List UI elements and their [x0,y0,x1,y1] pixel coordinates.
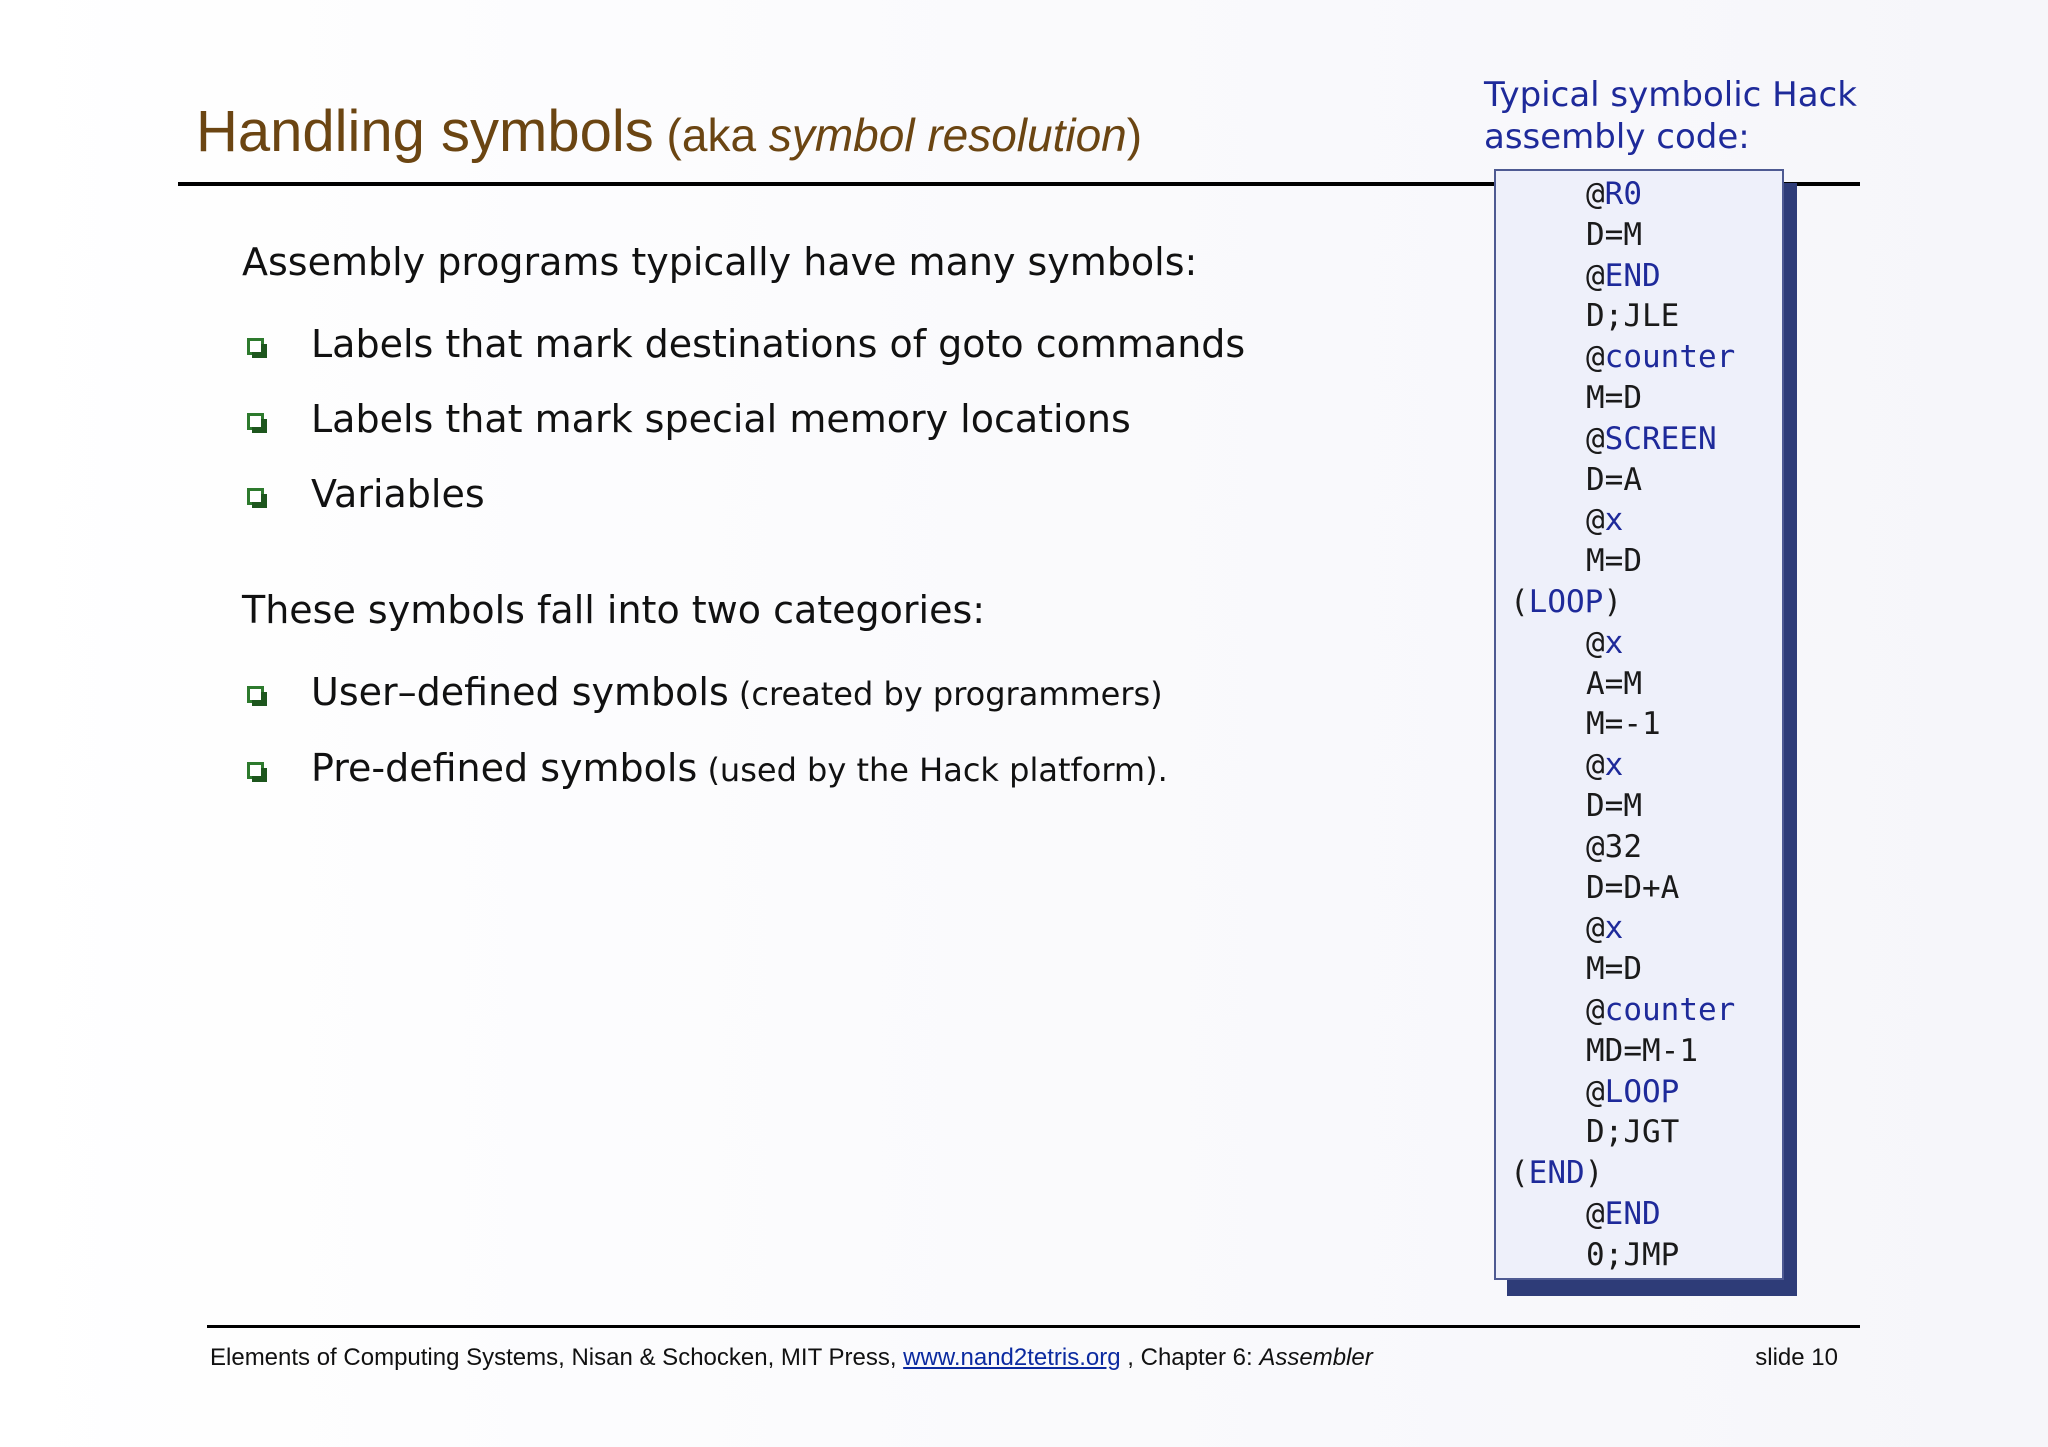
code-line [1586,664,1642,705]
code-token: MD=M-1 [1586,1032,1698,1069]
code-line [1586,868,1679,909]
title-close: ) [1126,109,1143,161]
code-line [1586,460,1642,501]
slide-title [196,98,1142,165]
section2-intro: These symbols fall into two categories: [242,588,986,632]
bullet-text: Labels that mark destinations of goto commands [311,322,1246,366]
code-token: @ [1586,910,1605,947]
square-bullet-icon [247,762,264,779]
footer-divider [207,1325,1860,1328]
code-symbol: x [1604,910,1624,947]
code-token: M=-1 [1586,706,1661,743]
bullet-text [311,668,1163,718]
code-line [1586,296,1679,337]
bullet-note: (created by programmers) [728,675,1163,713]
code-token: D=M [1586,216,1642,253]
bullet-text: Variables [311,472,485,516]
code-line [1586,541,1642,582]
code-token: 0;JMP [1586,1236,1680,1273]
code-symbol: x [1604,624,1624,661]
footer-citation: Elements of Computing Systems, Nisan & Schocken, MIT Press, [210,1344,904,1371]
bullet-text: Labels that mark special memory locations [311,397,1131,441]
code-token: @ [1586,339,1605,376]
code-token: @ [1586,502,1605,539]
bullet-main: User–defined symbols [311,670,729,714]
code-token: A=M [1586,665,1642,702]
bullet-note: (used by the Hack platform). [697,751,1168,789]
code-symbol: END [1604,257,1661,294]
code-token: @ [1586,176,1605,212]
code-line [1586,1235,1679,1276]
code-token: D=M [1586,788,1642,824]
code-line [1586,1072,1679,1113]
footer [210,1344,1838,1380]
code-line [1586,174,1642,215]
code-line [1510,582,1622,623]
code-token: @ [1586,1196,1605,1232]
code-symbol: SCREEN [1604,420,1717,457]
slide-number: slide 10 [1755,1344,1838,1371]
code-line [1586,786,1642,827]
title-main: Handling symbols [196,99,654,164]
code-line [1586,378,1642,419]
code-caption-line1: Typical symbolic Hack [1484,75,1857,115]
code-token: @ [1586,420,1605,457]
code-symbol: LOOP [1528,584,1604,620]
footer-link[interactable]: www.nand2tetris.org [903,1344,1121,1371]
code-line [1586,704,1661,745]
code-token: @ [1586,992,1605,1028]
code-line [1586,256,1661,297]
code-line [1586,1194,1661,1235]
code-token: @ [1586,1073,1605,1110]
code-caption [1484,74,1857,158]
code-symbol: END [1528,1155,1585,1192]
code-token: D;JLE [1586,298,1680,335]
title-sub [654,109,1142,161]
code-token: M=D [1586,380,1642,416]
square-bullet-icon [247,488,264,505]
code-token: @32 [1586,828,1642,865]
square-bullet-icon [247,413,264,430]
code-line [1586,623,1623,664]
bullet-text [311,744,1168,794]
code-token: ) [1603,584,1622,620]
title-open: (aka [653,109,769,161]
code-token: ) [1584,1155,1604,1192]
code-token: M=D [1586,951,1642,988]
code-line [1586,500,1623,541]
code-symbol: x [1604,747,1624,784]
code-line [1586,745,1623,786]
code-line [1586,215,1642,256]
code-token: @ [1586,257,1605,294]
code-symbol: LOOP [1604,1073,1680,1110]
footer-chapter-label: , Chapter 6: [1120,1344,1260,1371]
code-line [1586,908,1623,949]
square-bullet-icon [247,338,264,355]
code-line [1586,419,1717,460]
code-symbol: counter [1604,339,1736,376]
code-token: ( [1510,584,1529,620]
square-bullet-icon [247,686,264,703]
code-line [1586,827,1642,868]
bullet-main: Pre-defined symbols [311,746,698,790]
code-token: @ [1586,624,1605,661]
code-token: D=A [1586,461,1642,498]
code-symbol: counter [1604,992,1736,1028]
code-symbol: END [1604,1196,1661,1232]
section1-intro: Assembly programs typically have many symbols: [242,240,1198,284]
title-italic: symbol resolution [768,109,1127,161]
code-token: @ [1586,747,1605,784]
code-line [1510,1153,1603,1194]
code-token: M=D [1586,543,1642,580]
code-line [1586,1031,1698,1072]
code-line [1586,949,1642,990]
code-caption-line2: assembly code: [1484,117,1750,157]
code-line [1586,1112,1679,1153]
code-token: ( [1510,1155,1529,1192]
code-symbol: R0 [1604,176,1642,212]
code-line [1586,990,1735,1031]
code-line [1586,337,1735,378]
code-token: D;JGT [1586,1114,1680,1151]
code-symbol: x [1604,502,1624,539]
footer-chapter-title: Assembler [1259,1344,1373,1371]
code-token: D=D+A [1586,869,1680,906]
